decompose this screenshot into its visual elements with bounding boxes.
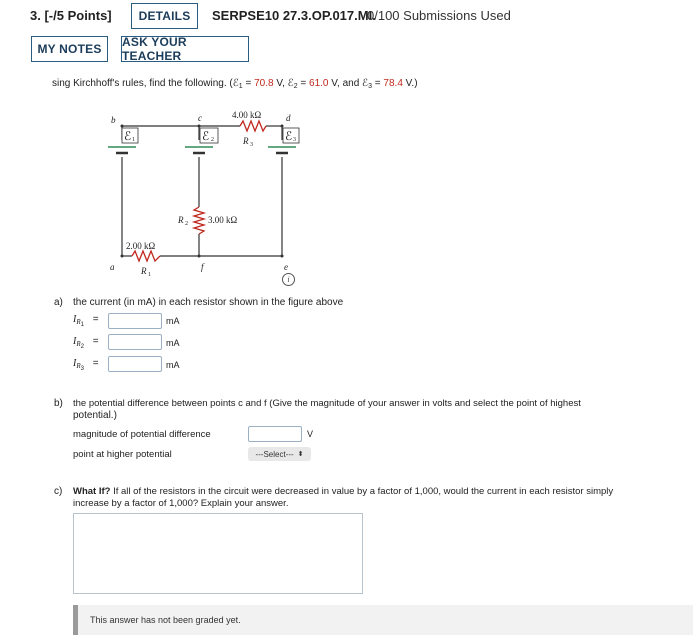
r3-value-label: 4.00 kΩ bbox=[232, 110, 262, 120]
current-subsub: 2 bbox=[80, 344, 84, 350]
equals-sign: = bbox=[92, 336, 99, 347]
details-button[interactable]: DETAILS bbox=[131, 3, 198, 29]
part-b-letter: b) bbox=[54, 398, 63, 409]
circuit-diagram bbox=[100, 102, 310, 282]
part-a-letter: a) bbox=[54, 297, 63, 308]
r1-value-label: 2.00 kΩ bbox=[126, 241, 156, 251]
emf3-symbol: ℰ bbox=[362, 78, 369, 89]
emf3-label-sub: 3 bbox=[293, 137, 296, 143]
emf1-sub: 1 bbox=[238, 83, 243, 90]
part-c-prompt-line1 bbox=[73, 486, 613, 497]
resistor-r1 bbox=[132, 251, 160, 261]
battery-e3 bbox=[268, 147, 296, 153]
current-r3-label bbox=[73, 358, 99, 372]
current-r2-unit: mA bbox=[166, 338, 180, 348]
my-notes-button[interactable]: MY NOTES bbox=[31, 36, 108, 62]
r2-value-label: 3.00 kΩ bbox=[208, 215, 238, 225]
current-r3-input[interactable] bbox=[108, 356, 162, 372]
part-b-prompt-line1: the potential difference between points c and f (Give the magnitude of your answer in volts and select the point of highest bbox=[73, 398, 581, 409]
part-c-prompt-line2: increase by a factor of 1,000? Explain your answer. bbox=[73, 498, 289, 509]
circuit-wires bbox=[122, 126, 282, 256]
junction-e bbox=[281, 255, 284, 258]
r3-name-label: R bbox=[243, 136, 249, 146]
current-sub: R bbox=[76, 362, 81, 370]
current-r2-input[interactable] bbox=[108, 334, 162, 350]
battery-e2 bbox=[185, 147, 213, 153]
emf2-eq: = bbox=[297, 78, 310, 89]
current-r1-input[interactable] bbox=[108, 313, 162, 329]
emf2-sub: 2 bbox=[293, 83, 298, 90]
problem-code: SERPSE10 27.3.OP.017.MI. bbox=[212, 8, 376, 23]
emf3-sub: 3 bbox=[368, 83, 373, 90]
junction-c bbox=[198, 125, 201, 128]
point-d-label: d bbox=[286, 113, 291, 123]
emf2-value: 61.0 bbox=[309, 78, 329, 89]
r1-name-sub: 1 bbox=[148, 272, 151, 278]
emf3-eq: = bbox=[372, 78, 384, 89]
submissions-count: 0/100 Submissions Used bbox=[367, 8, 511, 23]
junction-d bbox=[281, 125, 284, 128]
intro-prefix: sing Kirchhoff's rules, find the following. ( bbox=[52, 78, 233, 89]
problem-intro bbox=[52, 78, 418, 90]
current-r3-unit: mA bbox=[166, 360, 180, 370]
points-label: [-/5 Points] bbox=[44, 8, 112, 23]
junction-b bbox=[121, 125, 124, 128]
emf1-symbol: ℰ bbox=[232, 78, 239, 89]
magnitude-input[interactable] bbox=[248, 426, 302, 442]
emf2-symbol: ℰ bbox=[287, 78, 294, 89]
emf1-eq: = bbox=[242, 78, 255, 89]
emf3-unit: V.) bbox=[402, 78, 418, 89]
question-number: 3. bbox=[30, 8, 41, 23]
r2-name-label: R bbox=[178, 215, 184, 225]
emf1-label-sub: 1 bbox=[132, 137, 135, 143]
emf3-value: 78.4 bbox=[383, 78, 403, 89]
part-c-letter: c) bbox=[54, 486, 63, 497]
junction-f bbox=[198, 255, 201, 258]
emf2-unit: V, and bbox=[328, 78, 363, 89]
ask-teacher-button[interactable]: ASK YOUR TEACHER bbox=[121, 36, 249, 62]
current-subsub: 1 bbox=[80, 322, 84, 328]
resistor-r3 bbox=[240, 121, 266, 131]
point-c-label: c bbox=[198, 113, 202, 123]
point-f-label: f bbox=[201, 262, 204, 272]
info-icon[interactable]: i bbox=[282, 273, 295, 286]
emf1-unit: V, bbox=[273, 78, 288, 89]
equals-sign: = bbox=[92, 358, 99, 369]
r1-name-label: R bbox=[141, 266, 147, 276]
point-b-label: b bbox=[111, 115, 116, 125]
emf1-label: ℰ bbox=[124, 129, 132, 143]
current-r1-unit: mA bbox=[166, 316, 180, 326]
emf2-label: ℰ bbox=[202, 129, 210, 143]
junction-a bbox=[121, 255, 124, 258]
point-a-label: a bbox=[110, 262, 115, 272]
higher-point-select[interactable] bbox=[248, 447, 311, 461]
part-c-prompt-text: If all of the resistors in the circuit were decreased in value by a factor of 1,000, would the current in each resistor simply bbox=[110, 486, 614, 497]
current-r2-label bbox=[73, 336, 99, 350]
current-r1-label bbox=[73, 314, 99, 328]
current-symbol: I bbox=[73, 358, 77, 369]
current-sub: R bbox=[76, 340, 81, 348]
current-symbol: I bbox=[73, 314, 77, 325]
battery-e1 bbox=[108, 147, 136, 153]
explanation-textarea[interactable] bbox=[73, 513, 363, 594]
select-value: ---Select--- bbox=[255, 449, 294, 459]
resistor-r2 bbox=[194, 207, 204, 234]
part-a-prompt: the current (in mA) in each resistor shown in the figure above bbox=[73, 297, 344, 308]
equals-sign: = bbox=[92, 314, 99, 325]
emf3-label: ℰ bbox=[285, 129, 293, 143]
current-symbol: I bbox=[73, 336, 77, 347]
r2-name-sub: 2 bbox=[185, 221, 188, 227]
current-subsub: 3 bbox=[80, 366, 84, 372]
emf1-value: 70.8 bbox=[254, 78, 274, 89]
what-if-lead: What If? bbox=[73, 486, 111, 497]
higher-potential-label: point at higher potential bbox=[73, 449, 172, 460]
emf2-label-sub: 2 bbox=[211, 137, 214, 143]
r3-name-sub: 3 bbox=[250, 142, 253, 148]
graded-note: This answer has not been graded yet. bbox=[73, 605, 693, 635]
point-e-label: e bbox=[284, 262, 288, 272]
question-header bbox=[30, 8, 112, 23]
part-b-prompt-line2: potential.) bbox=[73, 410, 117, 421]
magnitude-label: magnitude of potential difference bbox=[73, 429, 211, 440]
magnitude-unit: V bbox=[307, 429, 314, 439]
current-sub: R bbox=[76, 318, 81, 326]
chevron-updown-icon: ⬍ bbox=[297, 451, 304, 458]
